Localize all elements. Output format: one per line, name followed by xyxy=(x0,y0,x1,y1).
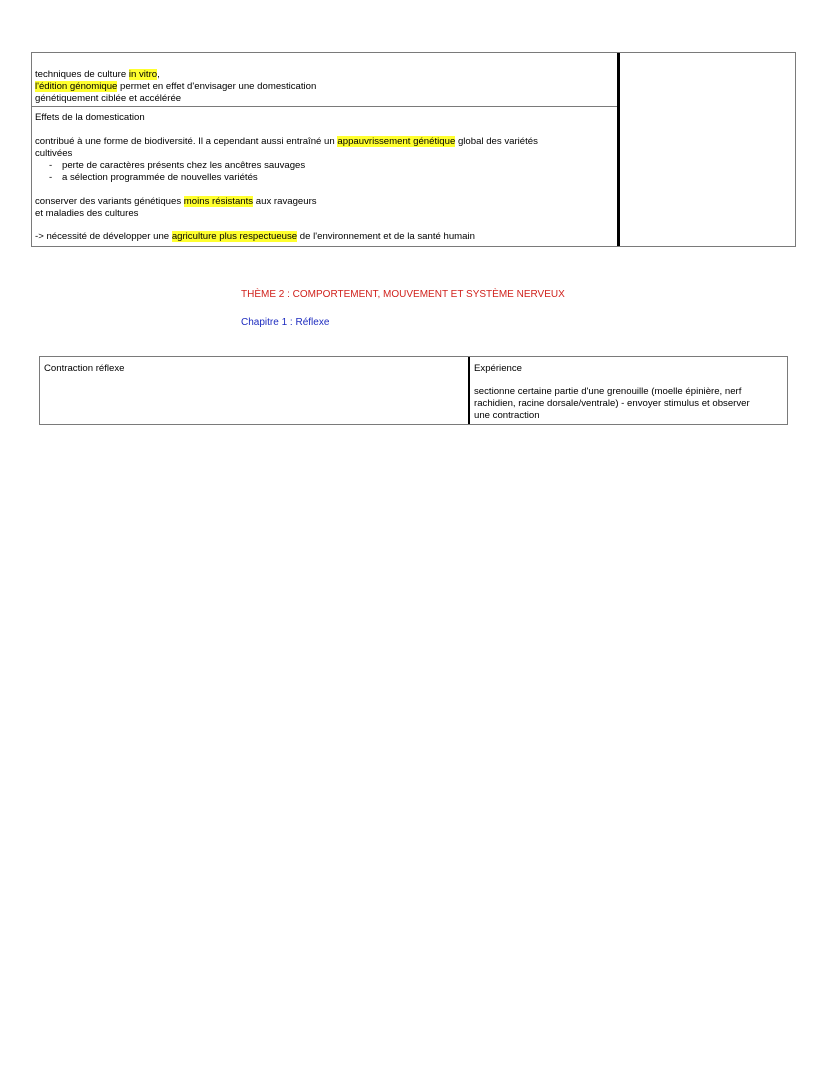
domestication-table xyxy=(31,52,796,247)
experience-line: sectionne certaine partie d'une grenouille (moelle épinière, nerf xyxy=(474,386,742,397)
experience-heading: Expérience xyxy=(474,363,522,374)
variants-line: conserver des variants génétiques moins résistants aux ravageurs xyxy=(35,196,317,207)
conclusion-line: -> nécessité de développer une agriculture plus respectueuse de l'environnement et de la santé humain xyxy=(35,231,475,242)
edition-line: l'édition génomique permet en effet d'envisager une domestication xyxy=(35,81,317,92)
concept-cell xyxy=(40,357,470,424)
cultivees-line: cultivées xyxy=(35,148,73,159)
maladies-line: et maladies des cultures xyxy=(35,208,139,219)
experience-cell xyxy=(470,357,787,424)
highlight-in-vitro: in vitro xyxy=(128,69,158,80)
ciblee-line: génétiquement ciblée et accélérée xyxy=(35,93,182,104)
biodiversite-line: contribué à une forme de biodiversité. Il a cependant aussi entraîné un appauvrissement génétique global des variétés xyxy=(35,136,538,147)
notes-column xyxy=(32,53,620,246)
effets-row xyxy=(32,107,617,248)
highlight-agriculture: agriculture plus respectueuse xyxy=(171,231,298,242)
highlight-edition-genomique: l'édition génomique xyxy=(35,81,118,92)
theme-title: THÈME 2 : COMPORTEMENT, MOUVEMENT ET SYSTÈME NERVEUX xyxy=(241,289,565,300)
effets-heading: Effets de la domestication xyxy=(35,112,145,123)
highlight-appauvrissement: appauvrissement génétique xyxy=(337,136,456,147)
techniques-row xyxy=(32,53,617,107)
bullet-item: - a sélection programmée de nouvelles variétés xyxy=(49,172,258,183)
contraction-reflexe-label: Contraction réflexe xyxy=(44,363,125,374)
highlight-moins-resistants: moins résistants xyxy=(183,196,254,207)
reflexe-table xyxy=(39,356,788,425)
experience-line: rachidien, racine dorsale/ventrale) - envoyer stimulus et observer xyxy=(474,398,750,409)
bullet-item: - perte de caractères présents chez les ancêtres sauvages xyxy=(49,160,306,171)
experience-line: une contraction xyxy=(474,410,540,421)
techniques-line: techniques de culture in vitro, xyxy=(35,69,160,80)
chapter-title: Chapitre 1 : Réflexe xyxy=(241,317,330,328)
